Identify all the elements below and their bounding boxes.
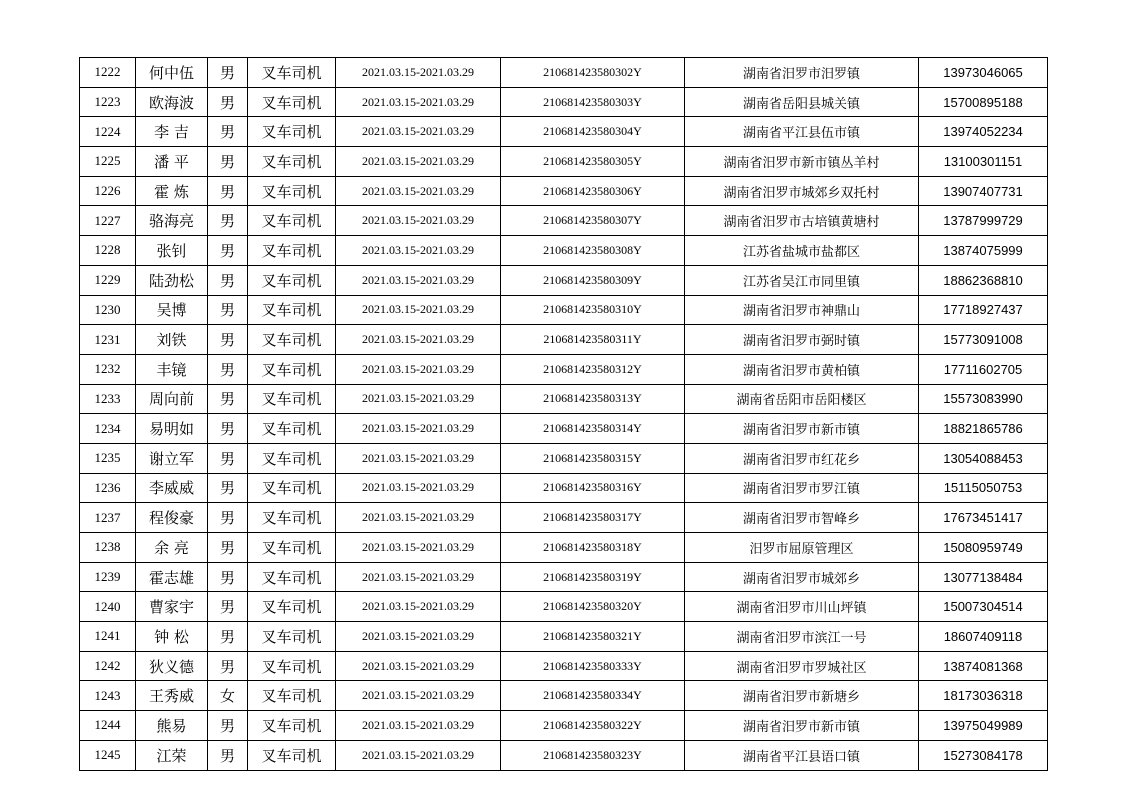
phone-number-cell: 15115050753: [919, 473, 1048, 503]
phone-number-cell: 15573083990: [919, 384, 1048, 414]
address-cell: 湖南省汨罗市罗江镇: [685, 473, 919, 503]
gender-cell: 男: [208, 711, 248, 741]
certificate-number-cell: 210681423580321Y: [501, 622, 685, 652]
training-period-cell: 2021.03.15-2021.03.29: [336, 354, 501, 384]
gender-cell: 男: [208, 592, 248, 622]
training-period-cell: 2021.03.15-2021.03.29: [336, 651, 501, 681]
person-name-cell: 欧海波: [136, 87, 208, 117]
gender-cell: 男: [208, 562, 248, 592]
address-cell: 湖南省汨罗市新市镇: [685, 711, 919, 741]
row-number-cell: 1225: [80, 147, 136, 177]
certificate-number-cell: 210681423580303Y: [501, 87, 685, 117]
person-name-cell: 王秀威: [136, 681, 208, 711]
phone-number-cell: 15773091008: [919, 325, 1048, 355]
certificate-number-cell: 210681423580333Y: [501, 651, 685, 681]
table-row: [80, 592, 1048, 622]
gender-cell: 男: [208, 473, 248, 503]
table-row: [80, 325, 1048, 355]
gender-cell: 男: [208, 147, 248, 177]
row-number-cell: 1229: [80, 265, 136, 295]
certificate-number-cell: 210681423580302Y: [501, 58, 685, 88]
address-cell: 湖南省汨罗市弼时镇: [685, 325, 919, 355]
table-row: [80, 58, 1048, 88]
gender-cell: 男: [208, 414, 248, 444]
person-name-cell: 周向前: [136, 384, 208, 414]
gender-cell: 男: [208, 384, 248, 414]
training-period-cell: 2021.03.15-2021.03.29: [336, 384, 501, 414]
person-name-cell: 骆海亮: [136, 206, 208, 236]
address-cell: 湖南省岳阳市岳阳楼区: [685, 384, 919, 414]
phone-number-cell: 13874075999: [919, 236, 1048, 266]
person-name-cell: 余 亮: [136, 533, 208, 563]
phone-number-cell: 13077138484: [919, 562, 1048, 592]
phone-number-cell: 17673451417: [919, 503, 1048, 533]
table-row: [80, 147, 1048, 177]
gender-cell: 男: [208, 236, 248, 266]
training-period-cell: 2021.03.15-2021.03.29: [336, 711, 501, 741]
job-type-cell: 叉车司机: [248, 325, 336, 355]
address-cell: 湖南省平江县语口镇: [685, 740, 919, 770]
certificate-number-cell: 210681423580310Y: [501, 295, 685, 325]
job-type-cell: 叉车司机: [248, 473, 336, 503]
address-cell: 江苏省吴江市同里镇: [685, 265, 919, 295]
address-cell: 江苏省盐城市盐都区: [685, 236, 919, 266]
address-cell: 汨罗市屈原管理区: [685, 533, 919, 563]
person-name-cell: 程俊豪: [136, 503, 208, 533]
certificate-number-cell: 210681423580309Y: [501, 265, 685, 295]
address-cell: 湖南省汨罗市城郊乡双托村: [685, 176, 919, 206]
row-number-cell: 1232: [80, 354, 136, 384]
phone-number-cell: 13787999729: [919, 206, 1048, 236]
address-cell: 湖南省汨罗市城郊乡: [685, 562, 919, 592]
training-period-cell: 2021.03.15-2021.03.29: [336, 562, 501, 592]
training-period-cell: 2021.03.15-2021.03.29: [336, 147, 501, 177]
certificate-number-cell: 210681423580311Y: [501, 325, 685, 355]
job-type-cell: 叉车司机: [248, 443, 336, 473]
row-number-cell: 1240: [80, 592, 136, 622]
phone-number-cell: 13975049989: [919, 711, 1048, 741]
job-type-cell: 叉车司机: [248, 265, 336, 295]
table-row: [80, 503, 1048, 533]
table-row: [80, 740, 1048, 770]
training-period-cell: 2021.03.15-2021.03.29: [336, 236, 501, 266]
phone-number-cell: 15700895188: [919, 87, 1048, 117]
row-number-cell: 1224: [80, 117, 136, 147]
person-name-cell: 易明如: [136, 414, 208, 444]
certificate-number-cell: 210681423580319Y: [501, 562, 685, 592]
address-cell: 湖南省汨罗市滨江一号: [685, 622, 919, 652]
table-row: [80, 384, 1048, 414]
job-type-cell: 叉车司机: [248, 354, 336, 384]
row-number-cell: 1230: [80, 295, 136, 325]
row-number-cell: 1241: [80, 622, 136, 652]
address-cell: 湖南省平江县伍市镇: [685, 117, 919, 147]
training-period-cell: 2021.03.15-2021.03.29: [336, 503, 501, 533]
job-type-cell: 叉车司机: [248, 711, 336, 741]
job-type-cell: 叉车司机: [248, 592, 336, 622]
row-number-cell: 1242: [80, 651, 136, 681]
person-name-cell: 李威威: [136, 473, 208, 503]
training-period-cell: 2021.03.15-2021.03.29: [336, 443, 501, 473]
training-period-cell: 2021.03.15-2021.03.29: [336, 414, 501, 444]
address-cell: 湖南省汨罗市红花乡: [685, 443, 919, 473]
gender-cell: 男: [208, 117, 248, 147]
job-type-cell: 叉车司机: [248, 206, 336, 236]
training-period-cell: 2021.03.15-2021.03.29: [336, 265, 501, 295]
table-row: [80, 87, 1048, 117]
training-period-cell: 2021.03.15-2021.03.29: [336, 58, 501, 88]
phone-number-cell: 15007304514: [919, 592, 1048, 622]
person-name-cell: 刘铁: [136, 325, 208, 355]
row-number-cell: 1235: [80, 443, 136, 473]
training-period-cell: 2021.03.15-2021.03.29: [336, 117, 501, 147]
person-name-cell: 丰镜: [136, 354, 208, 384]
row-number-cell: 1245: [80, 740, 136, 770]
gender-cell: 男: [208, 265, 248, 295]
job-type-cell: 叉车司机: [248, 58, 336, 88]
table-row: [80, 533, 1048, 563]
job-type-cell: 叉车司机: [248, 681, 336, 711]
row-number-cell: 1231: [80, 325, 136, 355]
row-number-cell: 1228: [80, 236, 136, 266]
training-period-cell: 2021.03.15-2021.03.29: [336, 295, 501, 325]
address-cell: 湖南省汨罗市新市镇: [685, 414, 919, 444]
table-row: [80, 711, 1048, 741]
table-row: [80, 206, 1048, 236]
address-cell: 湖南省汨罗市智峰乡: [685, 503, 919, 533]
phone-number-cell: 17718927437: [919, 295, 1048, 325]
gender-cell: 男: [208, 87, 248, 117]
address-cell: 湖南省汨罗市新塘乡: [685, 681, 919, 711]
phone-number-cell: 17711602705: [919, 354, 1048, 384]
person-name-cell: 熊易: [136, 711, 208, 741]
phone-number-cell: 18173036318: [919, 681, 1048, 711]
table-row: [80, 236, 1048, 266]
phone-number-cell: 15273084178: [919, 740, 1048, 770]
gender-cell: 男: [208, 443, 248, 473]
gender-cell: 男: [208, 176, 248, 206]
table-row: [80, 176, 1048, 206]
certificate-number-cell: 210681423580313Y: [501, 384, 685, 414]
gender-cell: 男: [208, 503, 248, 533]
gender-cell: 男: [208, 58, 248, 88]
phone-number-cell: 18862368810: [919, 265, 1048, 295]
person-name-cell: 潘 平: [136, 147, 208, 177]
gender-cell: 女: [208, 681, 248, 711]
training-period-cell: 2021.03.15-2021.03.29: [336, 740, 501, 770]
row-number-cell: 1236: [80, 473, 136, 503]
job-type-cell: 叉车司机: [248, 740, 336, 770]
training-period-cell: 2021.03.15-2021.03.29: [336, 533, 501, 563]
job-type-cell: 叉车司机: [248, 414, 336, 444]
certificate-number-cell: 210681423580316Y: [501, 473, 685, 503]
row-number-cell: 1233: [80, 384, 136, 414]
phone-number-cell: 13100301151: [919, 147, 1048, 177]
job-type-cell: 叉车司机: [248, 384, 336, 414]
row-number-cell: 1234: [80, 414, 136, 444]
table-row: [80, 622, 1048, 652]
table-row: [80, 562, 1048, 592]
person-name-cell: 霍 炼: [136, 176, 208, 206]
job-type-cell: 叉车司机: [248, 176, 336, 206]
certificate-number-cell: 210681423580305Y: [501, 147, 685, 177]
row-number-cell: 1244: [80, 711, 136, 741]
address-cell: 湖南省岳阳县城关镇: [685, 87, 919, 117]
job-type-cell: 叉车司机: [248, 295, 336, 325]
job-type-cell: 叉车司机: [248, 503, 336, 533]
certificate-number-cell: 210681423580306Y: [501, 176, 685, 206]
phone-number-cell: 13974052234: [919, 117, 1048, 147]
certificate-number-cell: 210681423580315Y: [501, 443, 685, 473]
row-number-cell: 1223: [80, 87, 136, 117]
person-name-cell: 霍志雄: [136, 562, 208, 592]
gender-cell: 男: [208, 651, 248, 681]
training-period-cell: 2021.03.15-2021.03.29: [336, 473, 501, 503]
table-row: [80, 473, 1048, 503]
row-number-cell: 1243: [80, 681, 136, 711]
phone-number-cell: 13054088453: [919, 443, 1048, 473]
certificate-number-cell: 210681423580307Y: [501, 206, 685, 236]
job-type-cell: 叉车司机: [248, 533, 336, 563]
gender-cell: 男: [208, 325, 248, 355]
table-row: [80, 681, 1048, 711]
roster-body: [80, 58, 1048, 771]
certificate-number-cell: 210681423580322Y: [501, 711, 685, 741]
training-period-cell: 2021.03.15-2021.03.29: [336, 622, 501, 652]
address-cell: 湖南省汨罗市神鼎山: [685, 295, 919, 325]
roster-table: [79, 57, 1048, 771]
person-name-cell: 曹家宇: [136, 592, 208, 622]
certificate-number-cell: 210681423580323Y: [501, 740, 685, 770]
table-row: [80, 443, 1048, 473]
table-row: [80, 117, 1048, 147]
table-row: [80, 265, 1048, 295]
person-name-cell: 何中伍: [136, 58, 208, 88]
training-period-cell: 2021.03.15-2021.03.29: [336, 325, 501, 355]
table-row: [80, 414, 1048, 444]
training-period-cell: 2021.03.15-2021.03.29: [336, 592, 501, 622]
row-number-cell: 1238: [80, 533, 136, 563]
person-name-cell: 江荣: [136, 740, 208, 770]
phone-number-cell: 13907407731: [919, 176, 1048, 206]
person-name-cell: 李 吉: [136, 117, 208, 147]
row-number-cell: 1226: [80, 176, 136, 206]
job-type-cell: 叉车司机: [248, 117, 336, 147]
phone-number-cell: 15080959749: [919, 533, 1048, 563]
training-period-cell: 2021.03.15-2021.03.29: [336, 87, 501, 117]
job-type-cell: 叉车司机: [248, 87, 336, 117]
address-cell: 湖南省汨罗市新市镇丛羊村: [685, 147, 919, 177]
person-name-cell: 张钊: [136, 236, 208, 266]
certificate-number-cell: 210681423580308Y: [501, 236, 685, 266]
training-period-cell: 2021.03.15-2021.03.29: [336, 681, 501, 711]
certificate-number-cell: 210681423580314Y: [501, 414, 685, 444]
phone-number-cell: 13874081368: [919, 651, 1048, 681]
person-name-cell: 钟 松: [136, 622, 208, 652]
person-name-cell: 狄义德: [136, 651, 208, 681]
training-period-cell: 2021.03.15-2021.03.29: [336, 176, 501, 206]
address-cell: 湖南省汨罗市黄柏镇: [685, 354, 919, 384]
certificate-number-cell: 210681423580320Y: [501, 592, 685, 622]
row-number-cell: 1227: [80, 206, 136, 236]
certificate-number-cell: 210681423580304Y: [501, 117, 685, 147]
gender-cell: 男: [208, 354, 248, 384]
job-type-cell: 叉车司机: [248, 147, 336, 177]
certificate-number-cell: 210681423580317Y: [501, 503, 685, 533]
address-cell: 湖南省汨罗市汨罗镇: [685, 58, 919, 88]
address-cell: 湖南省汨罗市川山坪镇: [685, 592, 919, 622]
certificate-number-cell: 210681423580334Y: [501, 681, 685, 711]
job-type-cell: 叉车司机: [248, 562, 336, 592]
gender-cell: 男: [208, 533, 248, 563]
person-name-cell: 吴博: [136, 295, 208, 325]
row-number-cell: 1237: [80, 503, 136, 533]
gender-cell: 男: [208, 295, 248, 325]
table-row: [80, 354, 1048, 384]
certificate-number-cell: 210681423580318Y: [501, 533, 685, 563]
gender-cell: 男: [208, 206, 248, 236]
training-period-cell: 2021.03.15-2021.03.29: [336, 206, 501, 236]
row-number-cell: 1222: [80, 58, 136, 88]
table-row: [80, 651, 1048, 681]
phone-number-cell: 18607409118: [919, 622, 1048, 652]
phone-number-cell: 18821865786: [919, 414, 1048, 444]
phone-number-cell: 13973046065: [919, 58, 1048, 88]
row-number-cell: 1239: [80, 562, 136, 592]
gender-cell: 男: [208, 740, 248, 770]
address-cell: 湖南省汨罗市罗城社区: [685, 651, 919, 681]
job-type-cell: 叉车司机: [248, 651, 336, 681]
address-cell: 湖南省汨罗市古培镇黄塘村: [685, 206, 919, 236]
person-name-cell: 谢立军: [136, 443, 208, 473]
gender-cell: 男: [208, 622, 248, 652]
job-type-cell: 叉车司机: [248, 622, 336, 652]
table-row: [80, 295, 1048, 325]
job-type-cell: 叉车司机: [248, 236, 336, 266]
certificate-number-cell: 210681423580312Y: [501, 354, 685, 384]
person-name-cell: 陆劲松: [136, 265, 208, 295]
